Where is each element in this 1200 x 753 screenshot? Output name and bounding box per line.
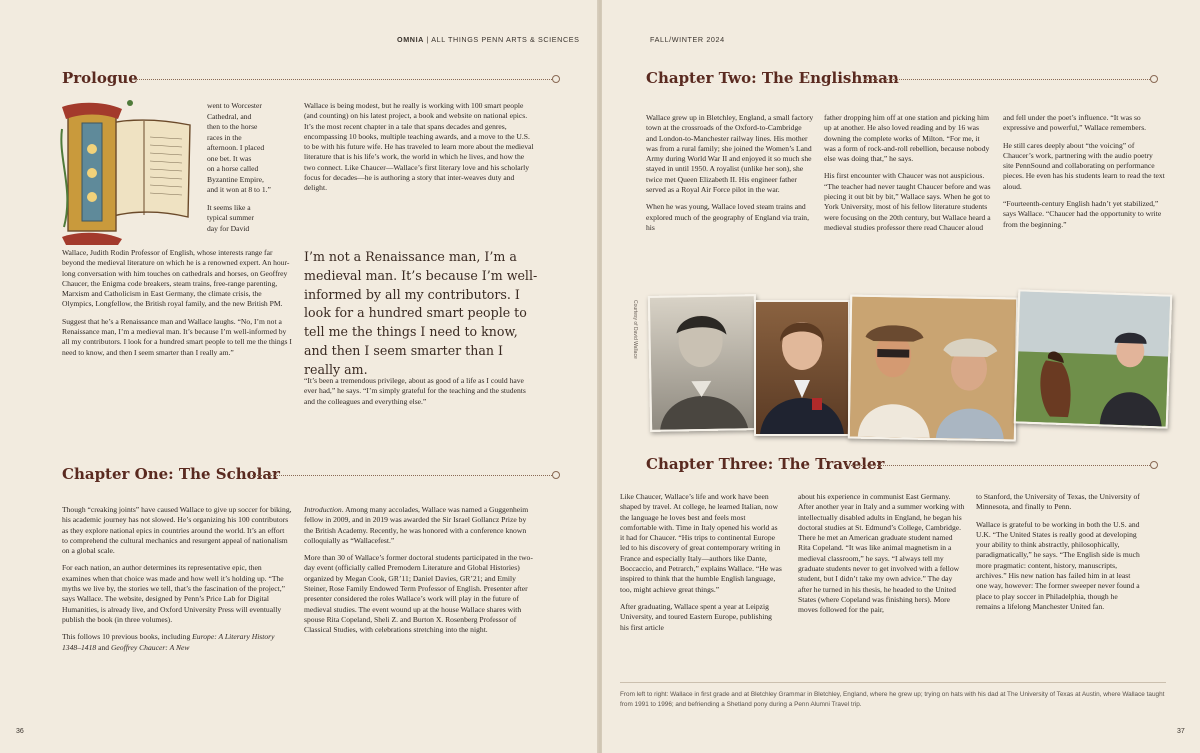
- right-page: [602, 0, 1200, 753]
- prologue-paragraph: “It’s been a tremendous privilege, about as good of a life as I could have ever had,” he says. “I’m simply grateful for the teaching and the students and the colleagues and everything else.”: [304, 376, 526, 406]
- chapter-three-paragraph: about his experience in communist East Germany. After another year in Italy and a summer working with intellectually disabled adults in England, he began his doctoral studies at St. Edmund’s College, Cambridge. There he met an American graduate student named Rita Copeland. “It was like animal magnetism in a medieval classroom,” he says. “I always tell my graduate students never to get involved with a fellow student, but I didn’t take my own advice.” The day after he turned in his thesis, he headed to the United States (where Copeland was finishing hers). More moves followed for the pair,: [798, 492, 965, 615]
- rule-ornament: [552, 75, 560, 83]
- photo-shetland-pony: [1014, 289, 1173, 428]
- chapter-three-paragraph: to Stanford, the University of Texas, the University of Minnesota, and finally to Penn.: [976, 492, 1140, 512]
- text-run: . Among many accolades, Wallace was named a Guggenheim fellow in 2009, and in 2019 was awarded the Sir Israel Gollancz Prize by the British Academy. Recently, he was honored with a conference known colloquially as “Wallacefest.”: [304, 505, 529, 545]
- photo-bletchley-grammar: [754, 300, 850, 436]
- chapter-two-paragraph: father dropping him off at one station and picking him up at another. He also loved reading and by 16 was downing the complete works of Milton. “For me, it was a form of rock-and-roll rebellion, because nobody else was doing that,” he says.: [824, 113, 990, 164]
- chapter-two-column-2: [824, 113, 992, 240]
- chapter-one-paragraph: Though “creaking joints” have caused Wallace to give up soccer for biking, his academic journey has not slowed. He’s organizing his 100 contributors as they explore national epics in countries around the world. It’s an effort to comprehend the cultural mechanics and resurgent appeal of nationalism on a global scale.: [62, 505, 292, 556]
- chapter-two-paragraph: and fell under the poet’s influence. “It was so expressive and powerful,” Wallace remembers.: [1003, 113, 1147, 133]
- photo-hats-with-dad: [848, 295, 1018, 442]
- photo-first-grade: [648, 294, 758, 432]
- running-header-left: [397, 35, 580, 44]
- rule-ornament: [1150, 461, 1158, 469]
- magazine-tagline: | ALL THINGS PENN ARTS & SCIENCES: [426, 35, 580, 44]
- wrap-line: then to the horse: [207, 122, 258, 131]
- chapter-two-rule: [864, 79, 1150, 80]
- text-run: This follows 10 previous books, including: [62, 632, 193, 642]
- chapter-one-paragraph: [304, 505, 536, 546]
- wrap-line: afternoon. I placed: [207, 143, 265, 152]
- chapter-one-column-1: [62, 505, 292, 660]
- chapter-three-paragraph: After graduating, Wallace spent a year at Leipzig University, and toured Eastern Europe, publishing his first article: [620, 601, 772, 632]
- wrap-line: went to Worcester: [207, 101, 262, 110]
- chapter-three-column-1: [620, 492, 782, 640]
- wrap-line: on a horse called: [207, 164, 259, 173]
- wrap-line: one bet. It was: [207, 153, 252, 163]
- book-title: Introduction: [304, 505, 342, 514]
- wrap-line: typical summer: [207, 213, 255, 222]
- prologue-rule: [134, 79, 552, 80]
- chapter-two-paragraph: Wallace grew up in Bletchley, England, a small factory town at the crossroads of the Oxford-to-Cambridge and London-to-Manchester railway lines. His mother was from a rural family; she joined the Women’s Land Army during World War II and enjoyed it so much she stayed in until 1950. A royalist (unlike her son), she twice met Queen Elizabeth II. His engineer father served as a Royal Air Force pilot in the war.: [646, 113, 814, 195]
- prologue-paragraph: Suggest that he’s a Renaissance man and Wallace laughs. “No, I’m not a Renaissance man, I’m a medieval man. It’s because I’m well-informed by all my contributors. I look for a hundred smart people to tell me the things I need to know, and then I seem smarter than I really am.”: [62, 316, 292, 357]
- page-number-right: 37: [1177, 728, 1185, 735]
- left-page: [0, 0, 598, 753]
- chapter-three-paragraph: Wallace is grateful to be working in both the U.S. and U.K. “The United States is really good at developing your ability to think abstractly, philosophically, paradigmatically,” he says. “The English side is much more pragmatic: content, history, manuscripts, archives.” His new nation has failed him in at least one way, however: The former sweeper never found a place to play soccer in Philadelphia, though he remains a lifelong Manchester United fan.: [976, 519, 1140, 611]
- rule-ornament: [552, 471, 560, 479]
- chapter-three-rule: [846, 465, 1150, 466]
- wrap-line: Cathedral, and: [207, 111, 252, 121]
- illuminated-initial-book-icon: [60, 99, 194, 245]
- chapter-one-paragraph: More than 30 of Wallace’s former doctoral students participated in the two-day event (officially called Premodern Literature and Global Histories) organized by Megan Cook, GR’11; Daniel Davies, GR’21; and Emily Steiner, Rose Family Endowed Term Professor of English. Presenter after presenter considered the roles Wallace’s work will play in the future of medieval studies. The event wound up at the house Wallace shares with spouse Rita Copeland, Sheli Z. and Burton X. Rosenberg Professor of Classical Studies, with celebrations stretching into the night.: [304, 553, 533, 635]
- chapter-three-heading: Chapter Three: The Traveler: [646, 455, 885, 473]
- chapter-three-paragraph: Like Chaucer, Wallace’s life and work have been shaped by travel. At college, he learned Italian, now the language he loves best and feels most comfortable with. Time in Italy opened his world as it had for Chaucer. “His trips to continental Europe led to his discovery of great contemporary writing in France and especially Italy—authors like Dante, Boccaccio, and Petrarch,” explains Wallace. “He was inspired to think that the humble English language, too, might achieve great things.”: [620, 492, 782, 594]
- chapter-one-paragraph: For each nation, an author determines its representative epic, then examines when that choice was made and how well it’s holding up. “The myths we live by, the stories we tell, that’s the fascination of the project,” says Wallace. The website, designed by Penn’s Price Lab for Digital Humanities, is already live, and Oxford University Press will eventually publish the book (in three volumes).: [62, 563, 286, 624]
- wrap-line: races in the: [207, 132, 242, 142]
- text-run: and: [96, 642, 111, 652]
- book-title: Geoffrey Chaucer: A New: [110, 642, 190, 652]
- chapter-two-paragraph: His first encounter with Chaucer was not auspicious. “The teacher had never taught Chaucer before and was piecing it out bit by bit,” Wallace says. When he got to York University, most of his fellow literature students were focusing on the 20th century, but Wallace heard a medieval studies professor there read Chaucer aloud: [824, 171, 991, 232]
- wrap-line: day for David: [207, 223, 250, 233]
- chapter-two-column-3: [1003, 113, 1165, 237]
- chapter-two-heading: Chapter Two: The Englishman: [646, 69, 899, 87]
- chapter-three-column-3: [976, 492, 1142, 619]
- magazine-name: OMNIA: [397, 35, 424, 44]
- chapter-one-paragraph: [62, 632, 292, 653]
- chapter-three-column-2: [798, 492, 966, 623]
- wrap-line: Byzantine Empire,: [207, 174, 264, 184]
- chapter-two-column-1: [646, 113, 814, 240]
- chapter-two-paragraph: He still cares deeply about “the voicing” of Chaucer’s work, partnering with the audio poetry site PennSound and collaborating on performance pieces. He even has his students learn to read the text aloud.: [1003, 140, 1165, 191]
- prologue-wrap-column: [207, 101, 293, 234]
- wrap-line: and it won at 8 to 1.”: [207, 185, 271, 194]
- prologue-paragraph: Wallace is being modest, but he really is working with 100 smart people (and counting) on his latest project, a book and website on national epics. It’s the most recent chapter in a tale that spans decades and genres, encompassing 10 books, multiple teaching awards, and a move to the U.S. to be with his future wife. He has traveled to learn more about the medieval literature that is his life’s work, the world in which he lives, and how the two connect. Like Chaucer—Wallace’s first literary love and his scholarly focus for decades—he is authoring a story that inter-weaves duty and delight.: [304, 101, 534, 193]
- wrap-line: It seems like a: [207, 202, 251, 212]
- prologue-column-2: [304, 101, 534, 201]
- pull-quote: I’m not a Renaissance man, I’m a medieval man. It’s because I’m well-informed by all my contributors. I look for a hundred smart people to tell me the things I need to know, and then I seem smarter than I really am.: [304, 249, 538, 377]
- page-number-left: 36: [16, 728, 24, 735]
- chapter-two-paragraph: When he was young, Wallace loved steam trains and explored much of the geography of England via train, his: [646, 202, 810, 232]
- book-title: Europe: A Literary History 1348–1418: [62, 632, 275, 652]
- rule-ornament: [1150, 75, 1158, 83]
- chapter-one-heading: Chapter One: The Scholar: [62, 465, 280, 483]
- prologue-column-2-closing: [304, 376, 536, 414]
- running-header-right: FALL/WINTER 2024: [650, 35, 725, 44]
- caption-divider: [620, 682, 1166, 683]
- prologue-column-1: [62, 248, 292, 365]
- photo-credit: Courtesy of David Wallace: [632, 300, 638, 359]
- prologue-paragraph: Wallace, Judith Rodin Professor of English, whose interests range far beyond the medieval literature on which he is a renowned expert. An hour-long conversation with him touches on cathedrals and horses, on Geoffrey Chaucer, the Enigma code breakers, steam trains, free-range parenting, Marxism and Catholicism in East Germany, the climate crisis, the Olympics, Longfellow, the British royal family, and the new British PM.: [62, 248, 290, 309]
- chapter-two-paragraph: “Fourteenth-century English hadn’t yet stabilized,” says Wallace. “Chaucer had the opportunity to write from the beginning.”: [1003, 199, 1162, 229]
- prologue-heading: Prologue: [62, 69, 138, 87]
- chapter-one-rule: [252, 475, 552, 476]
- chapter-one-column-2: [304, 505, 536, 643]
- photo-caption: From left to right: Wallace in first grade and at Bletchley Grammar in Bletchley, England, where he grew up; trying on hats with his dad at The University of Texas at Austin, where Wallace taught from 1991 to 1996; and befriending a Shetland pony during a Penn Alumni Travel trip.: [620, 691, 1165, 708]
